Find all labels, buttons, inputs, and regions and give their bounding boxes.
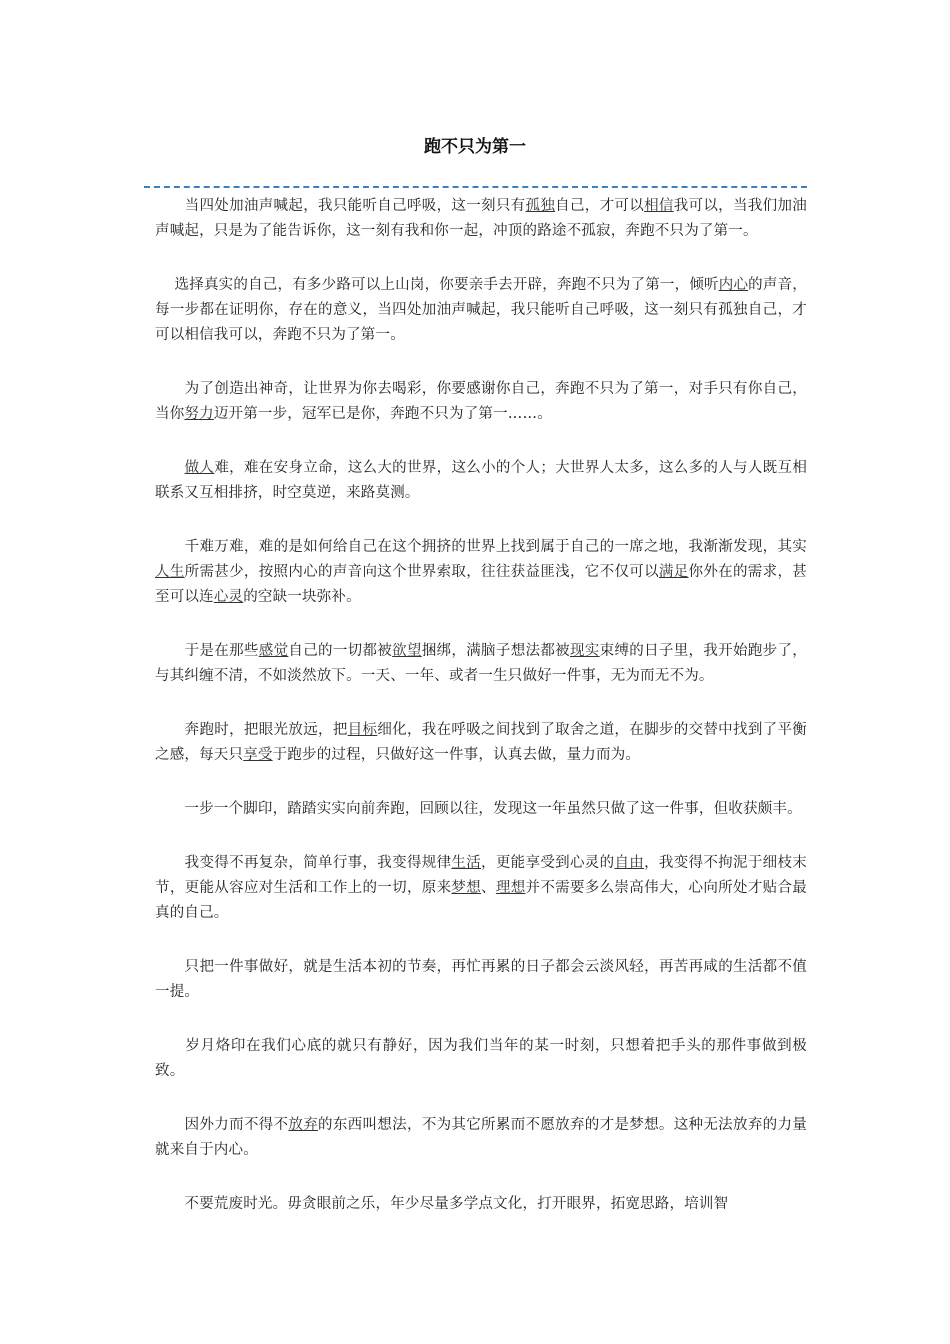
paragraph — [155, 955, 807, 1005]
keyword-link[interactable]: 生活 — [451, 855, 482, 871]
keyword-link[interactable]: 孤独 — [525, 198, 556, 214]
keyword-link[interactable]: 目标 — [347, 722, 378, 738]
paragraph-text: 于是在那些 — [155, 643, 259, 659]
paragraph — [155, 1113, 807, 1163]
paragraph-text: 因外力而不得不 — [155, 1117, 289, 1133]
paragraph-text: 捆绑，满脑子想法都被 — [421, 643, 570, 659]
paragraph-text: 你外在的需求，甚至可以连 — [155, 564, 807, 605]
keyword-link[interactable]: 做人 — [184, 460, 215, 476]
paragraph-text: 当四处加油声喊起，我只能听自己呼吸，这一刻只有 — [155, 198, 526, 214]
keyword-link[interactable]: 放弃 — [288, 1117, 319, 1133]
paragraph-text — [155, 460, 185, 476]
paragraph-text: 自己的一切都被 — [288, 643, 393, 659]
paragraph-text: 、 — [481, 880, 496, 896]
paragraph — [155, 377, 807, 427]
keyword-link[interactable]: 自由 — [614, 855, 645, 871]
paragraph — [155, 1034, 807, 1084]
keyword-link[interactable]: 努力 — [184, 406, 214, 422]
paragraph-text: 自己，才可以 — [555, 198, 645, 214]
paragraph-text: 迈开第一步，冠军已是你，奔跑不只为了第一……。 — [213, 406, 552, 422]
keyword-link[interactable]: 感觉 — [258, 643, 289, 659]
paragraph-text: 岁月烙印在我们心底的就只有静好，因为我们当年的某一时刻，只想着把手头的那件事做到极致。 — [155, 1038, 807, 1079]
paragraph — [155, 456, 807, 506]
keyword-link[interactable]: 心灵 — [213, 589, 244, 605]
paragraph-text: 只把一件事做好，就是生活本初的节奏，再忙再累的日子都会云淡风轻，再苦再咸的生活都不值一提。 — [155, 959, 807, 1000]
keyword-link[interactable]: 相信 — [644, 198, 674, 214]
paragraph-text: 难，难在安身立命，这么大的世界，这么小的个人；大世界人太多，这么多的人与人既互相联系又互相排挤，时空莫逆，来路莫测。 — [155, 460, 808, 501]
paragraph-text: 的东西叫想法，不为其它所累而不愿放弃的才是梦想。这种无法放弃的力量就来自于内心。 — [155, 1117, 807, 1158]
paragraph — [155, 535, 807, 610]
keyword-link[interactable]: 满足 — [658, 564, 689, 580]
paragraph — [155, 639, 807, 689]
paragraph-text: 的声音，每一步都在证明你，存在的意义，当四处加油声喊起，我只能听自己呼吸，这一刻只有孤独自己，才可以相信我可以，奔跑不只为了第一。 — [155, 277, 807, 343]
paragraph-text: 所需甚少，按照内心的声音向这个世界索取，往往获益匪浅，它不仅可以 — [184, 564, 659, 580]
paragraph — [155, 194, 807, 244]
paragraph — [155, 797, 807, 822]
paragraph-text: 细化，我在呼吸之间找到了取舍之道，在脚步的交替中找到了平衡之感，每天只 — [155, 722, 807, 763]
keyword-link[interactable]: 欲望 — [392, 643, 422, 659]
document-title: 跑不只为第一 — [424, 137, 526, 157]
paragraph-text: 不要荒废时光。毋贪眼前之乐，年少尽量多学点文化，打开眼界，拓宽思路，培训智 — [155, 1196, 729, 1212]
paragraph — [155, 273, 807, 348]
title-divider — [144, 186, 807, 188]
keyword-link[interactable]: 现实 — [569, 643, 600, 659]
keyword-link[interactable]: 内心 — [718, 277, 749, 293]
paragraph-text: 于跑步的过程，只做好这一件事，认真去做，量力而为。 — [272, 747, 641, 763]
paragraph-text: ，我变得不拘泥于细枝末节，更能从容应对生活和工作上的一切，原来 — [155, 855, 807, 896]
paragraph-text: 束缚的日子里，我开始跑步了，与其纠缠不清，不如淡然放下。一天、一年、或者一生只做好一件事，无为而无不为。 — [155, 643, 807, 684]
paragraph-text: 的空缺一块弥补。 — [243, 589, 361, 605]
keyword-link[interactable]: 梦想 — [451, 880, 482, 896]
paragraph-text: 并不需要多么崇高伟大，心向所处才贴合最真的自己。 — [155, 880, 807, 921]
paragraph-text: 我变得不再复杂，简单行事，我变得规律 — [155, 855, 452, 871]
paragraph-text: 千难万难，难的是如何给自己在这个拥挤的世界上找到属于自己的一席之地，我渐渐发现，其实 — [155, 539, 807, 555]
keyword-link[interactable]: 享受 — [243, 747, 273, 763]
document-body — [155, 194, 807, 1246]
paragraph — [155, 1192, 807, 1217]
paragraph-text: 奔跑时，把眼光放远，把 — [155, 722, 348, 738]
paragraph-text: 选择真实的自己，有多少路可以上山岗，你要亲手去开辟，奔跑不只为了第一，倾听 — [155, 277, 719, 293]
paragraph-text: ，更能享受到心灵的 — [481, 855, 615, 871]
paragraph-text: 为了创造出神奇，让世界为你去喝彩，你要感谢你自己，奔跑不只为了第一，对手只有你自己，当你 — [155, 381, 807, 422]
paragraph-text: 一步一个脚印，踏踏实实向前奔跑，回顾以往，发现这一年虽然只做了这一件事，但收获颇丰。 — [155, 801, 802, 817]
paragraph-text: 我可以，当我们加油声喊起，只是为了能告诉你，这一刻有我和你一起，冲顶的路途不孤寂，奔跑不只为了第一。 — [155, 198, 807, 239]
keyword-link[interactable]: 理想 — [495, 880, 526, 896]
keyword-link[interactable]: 人生 — [155, 564, 185, 580]
paragraph — [155, 718, 807, 768]
paragraph — [155, 851, 807, 926]
